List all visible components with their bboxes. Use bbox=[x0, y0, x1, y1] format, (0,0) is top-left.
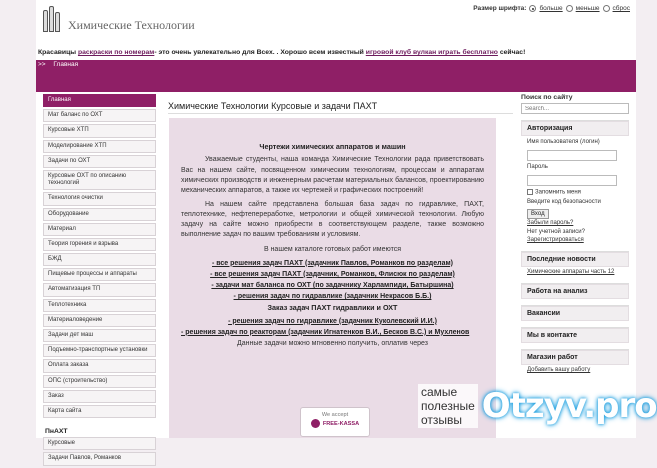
nav-item-modeling-htp[interactable]: Моделирование ХТП bbox=[43, 140, 156, 153]
nav-item-ops-construction[interactable]: ОПС (строительство) bbox=[43, 375, 156, 388]
nav-item-mat-balance[interactable]: Мат баланс по ОХТ bbox=[43, 109, 156, 122]
ad-text-1: Красавицы bbox=[38, 49, 78, 56]
free-kassa-badge[interactable] bbox=[300, 407, 370, 437]
link-pakht-flisyuk[interactable]: - все решения задач ПАХТ (задачник, Романков, Флисюк по разделам) bbox=[210, 270, 455, 278]
breadcrumb bbox=[38, 61, 84, 68]
login-button[interactable]: Вход bbox=[527, 209, 549, 219]
nav-item-food-processes[interactable]: Пищевые процессы и аппараты bbox=[43, 268, 156, 281]
nav-section-title: ПнАХТ bbox=[45, 428, 68, 436]
kassa-logo-icon bbox=[311, 419, 320, 428]
nav-item-lifting-transport[interactable]: Подъемно-транспортные установки bbox=[43, 344, 156, 357]
vacancy-module bbox=[521, 305, 629, 321]
payment-text: Данные задачи можно мгновенно получить, оплатив через bbox=[237, 339, 428, 347]
nav-item-coursework-oht[interactable]: Курсовые ОХТ по описанию технологий bbox=[43, 170, 156, 190]
breadcrumb-current: Главная bbox=[53, 61, 79, 68]
remember-checkbox[interactable] bbox=[527, 189, 533, 195]
nav-item-coursework-htp[interactable]: Курсовые ХТП bbox=[43, 124, 156, 137]
pay-accept-text: We accept bbox=[321, 412, 349, 418]
site-header bbox=[36, 0, 636, 46]
intro-paragraph: Уважаемые студенты, наша команда Химические Технологии рада приветствовать Вас на нашем сайте, посвященном химическим технологиям, процессам и аппаратам химических производств и инженерным расчетам материальных балансов, проектированию механических аппаратов, а также их чертежей и графических построений! bbox=[181, 156, 484, 194]
font-larger-link[interactable]: больше bbox=[539, 5, 563, 12]
auth-module bbox=[521, 120, 629, 245]
username-label: Имя пользователя (логин) bbox=[527, 139, 600, 145]
username-field[interactable] bbox=[527, 150, 617, 161]
font-size-switcher bbox=[473, 5, 630, 12]
font-smaller-link[interactable]: меньше bbox=[575, 5, 600, 12]
work-module bbox=[521, 283, 629, 299]
nav-item-order-payment[interactable]: Оплата заказа bbox=[43, 359, 156, 372]
nav-item-equipment[interactable]: Оборудование bbox=[43, 208, 156, 221]
ad-link-coloring[interactable]: раскраски по номерам bbox=[77, 49, 155, 56]
no-account-text: Нет учетной записи? bbox=[527, 228, 585, 235]
search-label: Поиск по сайту bbox=[521, 94, 573, 101]
shop-title: Магазин работ bbox=[521, 350, 629, 365]
site-logo[interactable] bbox=[42, 6, 195, 34]
font-reset-link[interactable]: сброс bbox=[612, 5, 630, 12]
nav-item-combustion-theory[interactable]: Теория горения и взрыва bbox=[43, 238, 156, 251]
otzyv-watermark bbox=[418, 384, 657, 428]
remember-row bbox=[521, 188, 629, 198]
watermark-tagline: самые полезные отзывы bbox=[418, 384, 478, 428]
news-title: Последние новости bbox=[521, 252, 629, 267]
news-module bbox=[521, 251, 629, 277]
nav-item-sitemap[interactable]: Карта сайта bbox=[43, 405, 156, 418]
font-smaller-radio[interactable] bbox=[566, 5, 573, 12]
nav-item-tasks-pavlov[interactable]: Задачи Павлов, Романков bbox=[43, 452, 156, 465]
work-analysis-title[interactable]: Работа на анализ bbox=[521, 284, 629, 299]
font-larger-radio[interactable] bbox=[529, 5, 536, 12]
nav-item-order[interactable]: Заказ bbox=[43, 390, 156, 403]
shop-module bbox=[521, 349, 629, 375]
nav-item-coursework[interactable]: Курсовые bbox=[43, 437, 156, 450]
contacts-module bbox=[521, 327, 629, 343]
purple-banner bbox=[36, 60, 636, 92]
link-hydraulics-nekrasov[interactable]: - решения задач по гидравлике (задачник Некрасов Б.Б.) bbox=[233, 293, 432, 301]
nav-item-materials-science[interactable]: Материаловедение bbox=[43, 314, 156, 327]
content-heading: Чертежи химических аппаратов и машин bbox=[259, 142, 406, 151]
nav-item-automation[interactable]: Автоматизация ТП bbox=[43, 283, 156, 296]
auth-title: Авторизация bbox=[521, 121, 629, 136]
nav-item-machine-parts[interactable]: Задачи дет маш bbox=[43, 329, 156, 342]
link-mat-balance-oht[interactable]: - задачи мат баланса по ОХТ (по задачнику Харлампиди, Батыршина) bbox=[211, 281, 454, 289]
nav-item-heat-engineering[interactable]: Теплотехника bbox=[43, 299, 156, 312]
ad-text-2: - это очень увлекательно для Всех. . Хорошо всем известный bbox=[154, 49, 366, 56]
ad-text-bar bbox=[36, 46, 636, 60]
vacancies-title[interactable]: Вакансии bbox=[521, 306, 629, 321]
security-code-label: Введите код безопасности bbox=[527, 198, 601, 205]
add-work-link[interactable]: Добавить вашу работу bbox=[527, 366, 591, 373]
forgot-password-link[interactable]: Забыли пароль? bbox=[527, 219, 574, 226]
register-link[interactable]: Зарегистрироваться bbox=[527, 237, 584, 244]
database-paragraph: На нашем сайте представлена большая база задач по гидравлике, ПАХТ, теплотехнике, нефтепереработке, метрологии и общей химической технологии. Любую задачу на сайте можно приобрести в соответствующем разделе, также возможно выполнение задач по вашим требованиям и условиям. bbox=[181, 201, 484, 239]
left-navigation bbox=[43, 94, 156, 468]
ad-link-casino[interactable]: игровой клуб вулкан играть бесплатно bbox=[365, 49, 498, 56]
news-item-link[interactable]: Химические аппараты часть 12 bbox=[527, 269, 615, 276]
pay-brand-text: FREE-KASSA bbox=[322, 421, 360, 428]
order-heading: Заказ задач ПАХТ гидравлики и ОХТ bbox=[267, 303, 398, 313]
logo-text: Химические Технологии bbox=[68, 17, 195, 32]
nav-item-tasks-oht[interactable]: Задачи по ОХТ bbox=[43, 155, 156, 168]
nav-item-purification[interactable]: Технология очистки bbox=[43, 192, 156, 205]
right-sidebar bbox=[521, 94, 629, 375]
font-reset-radio[interactable] bbox=[603, 5, 610, 12]
password-field[interactable] bbox=[527, 175, 617, 186]
logo-column-icon bbox=[42, 6, 64, 34]
search-input[interactable] bbox=[521, 103, 629, 114]
ad-text-3: сейчас! bbox=[497, 49, 526, 56]
link-hydraulics-kukolevsky[interactable]: - решения задач по гидравлике (задачник Куколевский И.И.) bbox=[228, 317, 437, 325]
breadcrumb-separator: >> bbox=[38, 61, 46, 68]
nav-item-bzhd[interactable]: БЖД bbox=[43, 253, 156, 266]
nav-item-material[interactable]: Материал bbox=[43, 223, 156, 236]
catalog-intro: В нашем каталоге готовых работ имеются bbox=[263, 245, 402, 253]
link-reactors-ignatenkov[interactable]: - решения задач по реакторам (задачник Игнатенков В.И., Бесков В.С.) и Мухленов bbox=[181, 328, 470, 336]
password-label: Пароль bbox=[527, 163, 548, 170]
page-title: Химические Технологии Курсовые и задачи ПАХТ bbox=[168, 101, 513, 114]
vk-contacts-title: Мы в контакте bbox=[521, 328, 629, 343]
font-size-label: Размер шрифта: bbox=[473, 5, 527, 12]
remember-label: Запомнить меня bbox=[535, 189, 581, 196]
watermark-logo: Otzyv.pro bbox=[481, 386, 657, 426]
nav-item-home[interactable]: Главная bbox=[43, 94, 156, 107]
link-pakht-pavlov[interactable]: - все решения задач ПАХТ (задачник Павлов, Романков по разделам) bbox=[212, 259, 453, 267]
